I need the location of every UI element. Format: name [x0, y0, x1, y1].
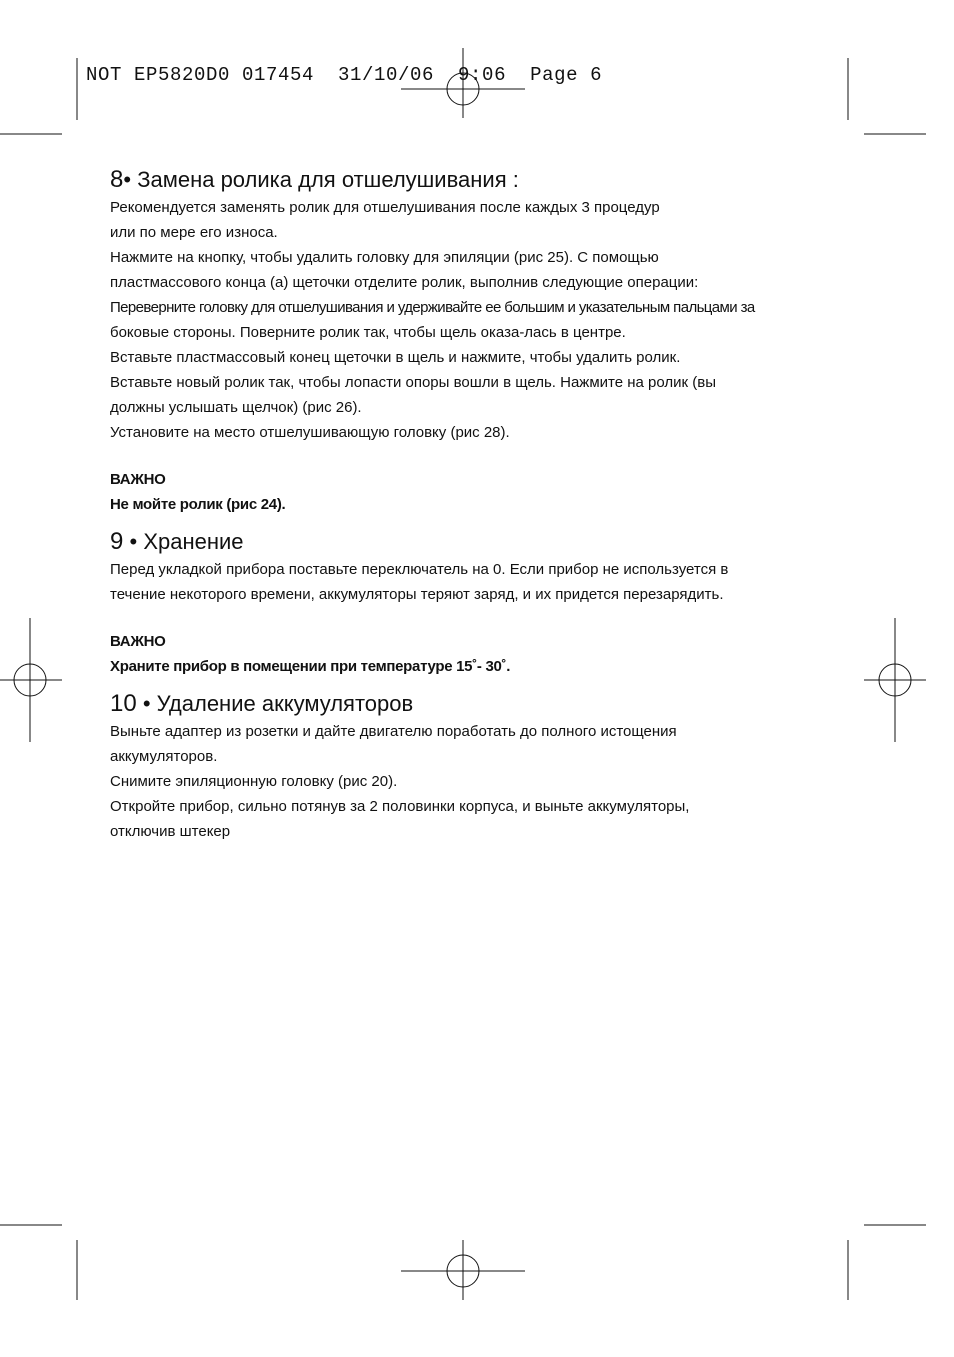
important-label: ВАЖНО	[110, 633, 166, 650]
section-number: 8	[110, 166, 124, 193]
paragraph: аккумуляторов.	[110, 748, 218, 765]
section-storage	[110, 527, 830, 679]
paragraph: Вставьте новый ролик так, чтобы лопасти опоры вошли в щель. Нажмите на ролик (вы	[110, 374, 716, 391]
section-title: Хранение	[143, 529, 244, 554]
paragraph: Переверните головку для отшелушивания и удерживайте ее большим и указательным пальцами за	[110, 299, 755, 316]
section-heading	[110, 527, 830, 557]
paragraph: боковые стороны. Поверните ролик так, чтобы щель оказа-лась в центре.	[110, 324, 626, 341]
paragraph: Выньте адаптер из розетки и дайте двигателю поработать до полного истощения	[110, 723, 677, 740]
paragraph: Нажмите на кнопку, чтобы удалить головку для эпиляции (рис 25). С помощью	[110, 249, 659, 266]
section-separator: •	[123, 167, 132, 192]
important-label: ВАЖНО	[110, 471, 166, 488]
paragraph: или по мере его износа.	[110, 224, 278, 241]
paragraph: пластмассового конца (а) щеточки отделите ролик, выполнив следующие операции:	[110, 274, 699, 291]
section-separator: •	[142, 691, 151, 716]
section-number: 9	[110, 528, 124, 555]
important-text: Не мойте ролик (рис 24).	[110, 496, 286, 513]
print-slug-header: NOT EP5820D0 017454 31/10/06 9:06 Page 6	[86, 64, 603, 86]
paragraph: Вставьте пластмассовый конец щеточки в щель и нажмите, чтобы удалить ролик.	[110, 349, 681, 366]
section-title: Удаление аккумуляторов	[156, 691, 414, 716]
important-note	[110, 467, 830, 517]
important-text: Храните прибор в помещении при температуре 15˚- 30˚.	[110, 658, 511, 675]
paragraph: Откройте прибор, сильно потянув за 2 половинки корпуса, и выньте аккумуляторы,	[110, 798, 690, 815]
paragraph: Снимите эпиляционную головку (рис 20).	[110, 773, 398, 790]
section-number: 10	[110, 690, 137, 717]
paragraph: Установите на место отшелушивающую головку (рис 28).	[110, 424, 510, 441]
section-heading	[110, 165, 830, 195]
section-separator: •	[129, 529, 138, 554]
paragraph: Рекомендуется заменять ролик для отшелушивания после каждых 3 процедур	[110, 199, 660, 216]
section-replace-roller	[110, 165, 830, 517]
paragraph: Перед укладкой прибора поставьте переключатель на 0. Если прибор не используется в	[110, 561, 729, 578]
paragraph: должны услышать щелчок) (рис 26).	[110, 399, 362, 416]
paragraph: течение некоторого времени, аккумуляторы теряют заряд, и их придется перезарядить.	[110, 586, 724, 603]
section-battery-removal	[110, 689, 830, 844]
section-title: Замена ролика для отшелушивания :	[137, 167, 519, 192]
paragraph: отключив штекер	[110, 823, 231, 840]
important-note	[110, 629, 830, 679]
section-heading	[110, 689, 830, 719]
page-content	[110, 165, 830, 844]
